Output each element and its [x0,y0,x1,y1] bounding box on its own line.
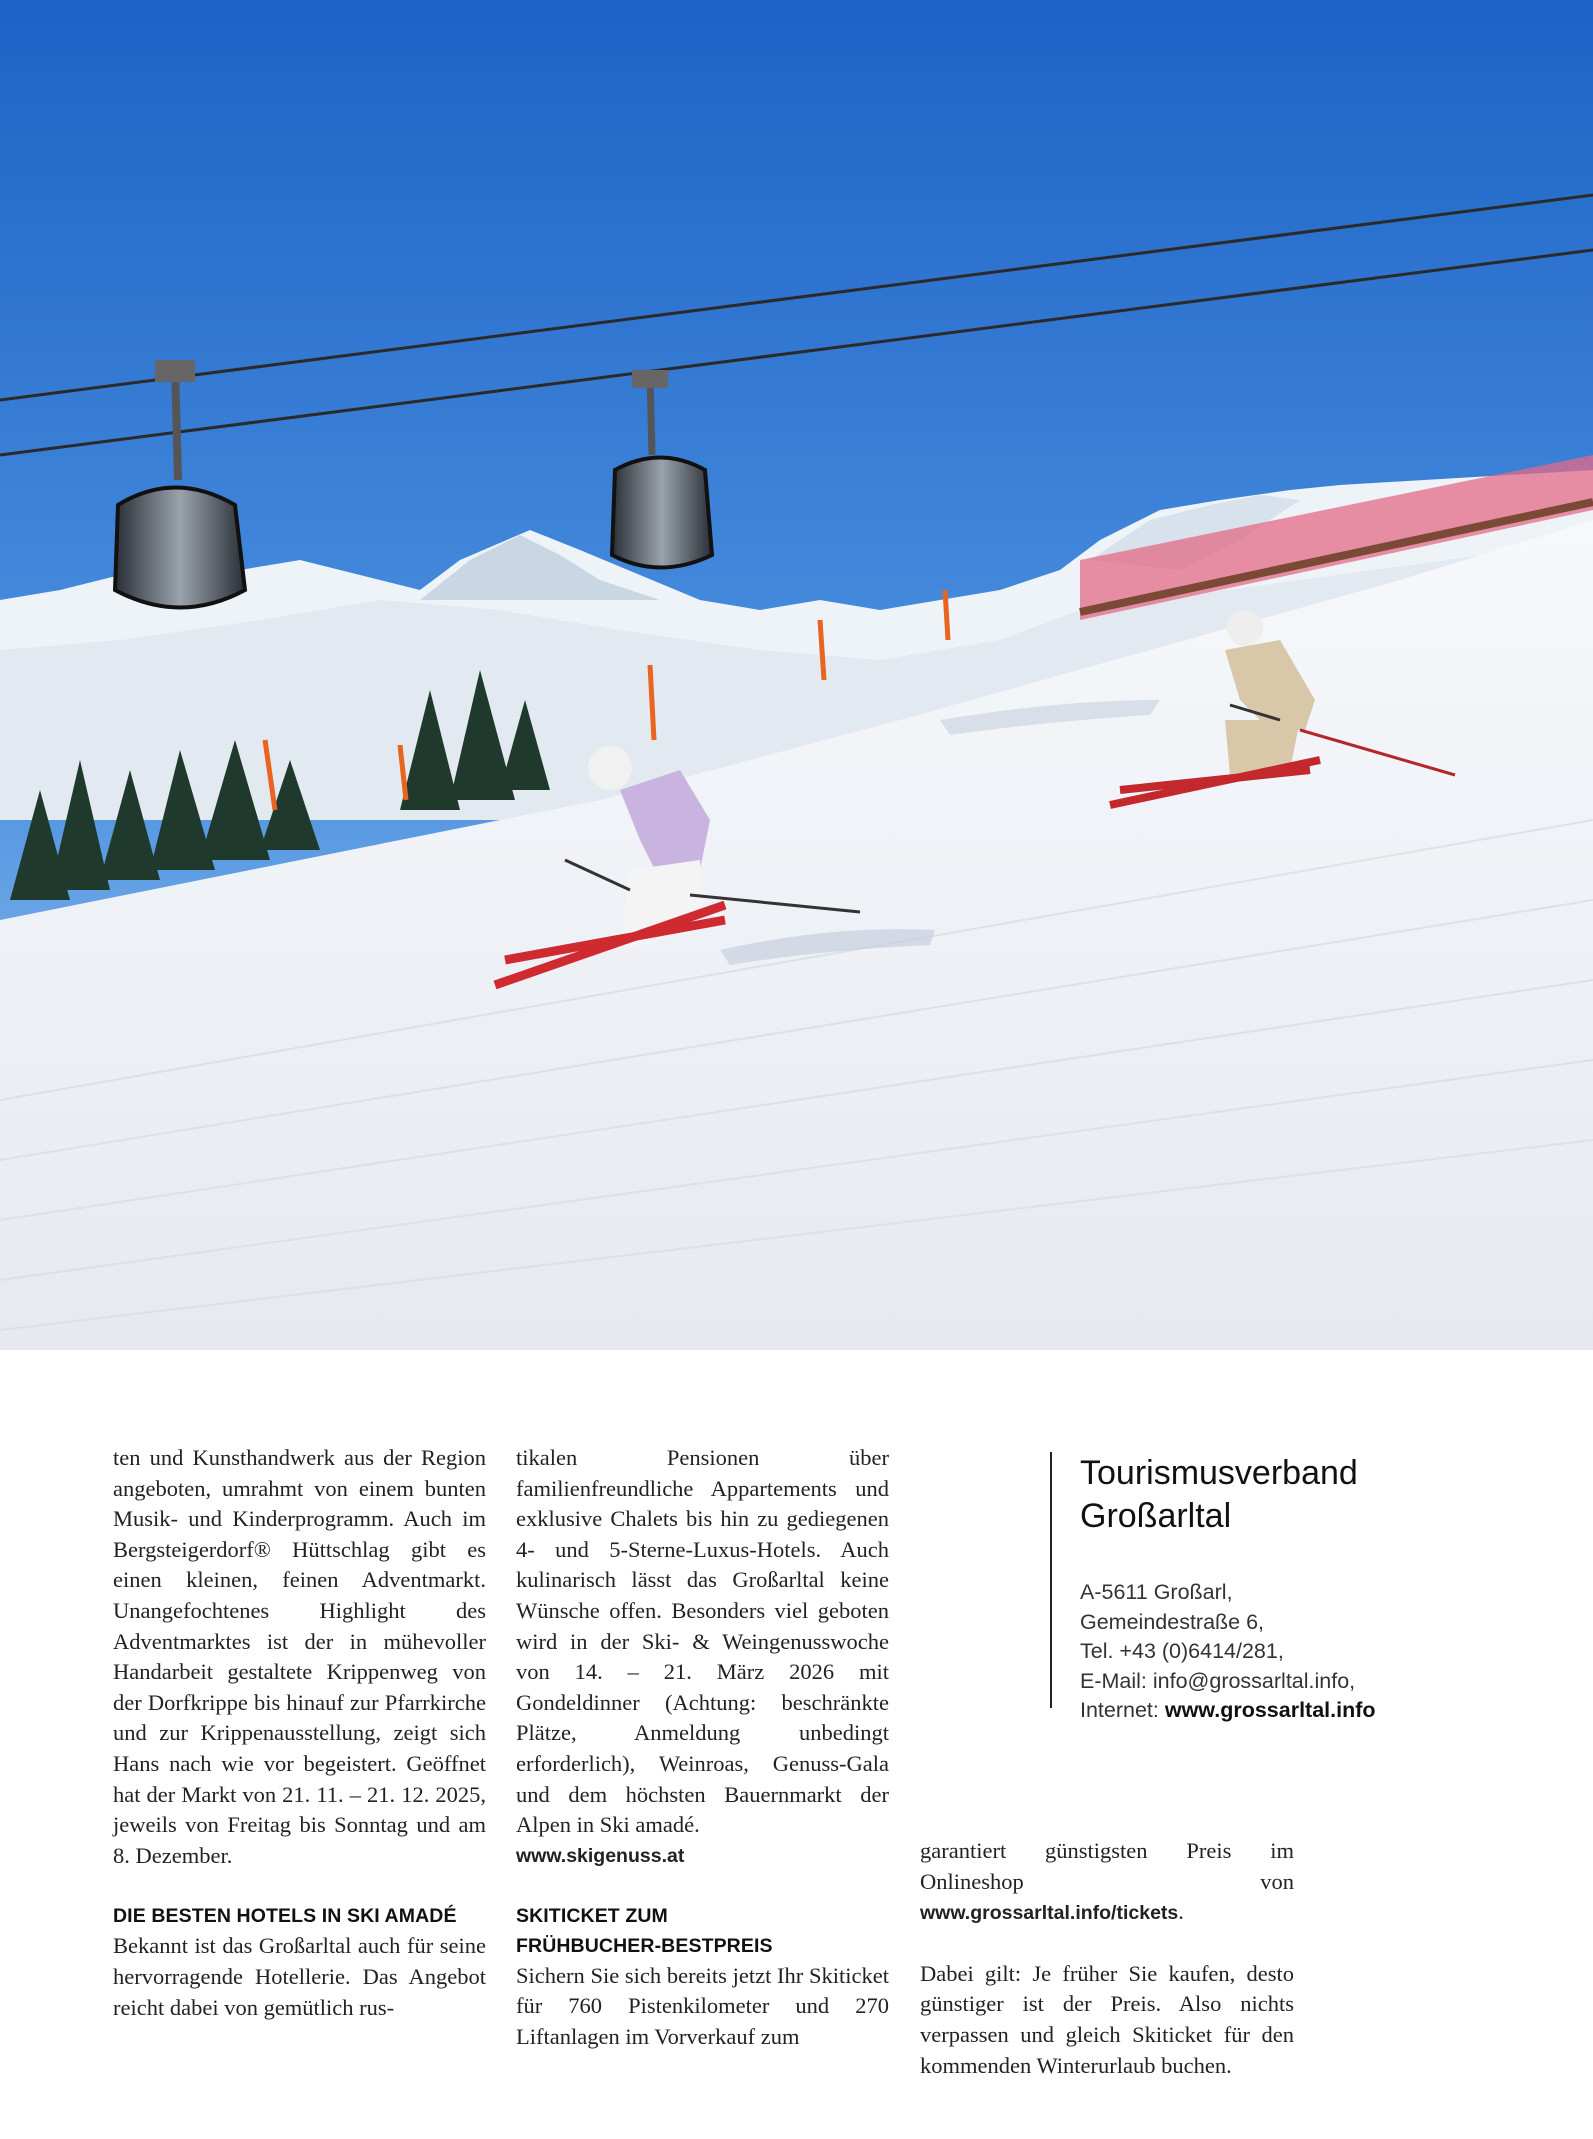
text-column-1 [113,1443,486,2023]
tickets-link[interactable]: www.grossarltal.info/tickets [920,1902,1179,1925]
body-paragraph [920,1836,1294,1929]
body-paragraph: tikalen Pensionen über familienfreundliche Appartements und exklusive Chalets bis hin zu gediegenen 4- und 5-Sterne-Luxus-Hotels. Auch kulinarisch lässt das Großarltal keine Wünsche offen. Besonders viel geboten wird in der Ski- & Weingenusswoche von 14. – 21. März 2026 mit Gondeldinner (Achtung: beschränkte Plätze, Anmeldung unbedingt erforderlich), Weinroas, Genuss-Gala und dem höchsten Bauernmarkt der Alpen in Ski amadé. [516,1445,889,1838]
body-paragraph: Dabei gilt: Je früher Sie kaufen, desto günstiger ist der Preis. Also nichts verpassen und gleich Skiticket für den kommenden Winterurlaub buchen. [920,1960,1294,2078]
body-text: garantiert günstigsten Preis im Onlineshop von [920,1838,1294,1894]
text-column-3 [920,1836,1294,2081]
internet-label: Internet: [1080,1698,1165,1722]
infobox-title [1080,1452,1472,1538]
address-line: Gemeindestraße 6, [1080,1609,1265,1634]
body-paragraph: ten und Kunsthandwerk aus der Region angeboten, umrahmt von einem bunten Musik- und Kinderprogramm. Auch im Bergsteigerdorf® Hüttschlag gibt es einen kleinen, feinen Adventmarkt. Unangefochtenes Highlight des Adventmarktes ist der in mühevoller Handarbeit gestaltete Krippenweg von der Dorfkrippe bis hinauf zur Pfarrkirche und zur Krippenausstellung, zeigt sich Hans nach wie vor begeistert. Geöffnet hat der Markt von 21. 11. – 21. 12. 2025, jeweils von Freitag bis Sonntag und am 8. Dezember. [113,1445,486,1868]
contact-infobox [1050,1452,1472,1722]
infobox-contact-lines [1080,1578,1472,1726]
infobox-title-line: Tourismusverband [1080,1454,1358,1492]
email-line[interactable]: E-Mail: info@grossarltal.info, [1080,1668,1356,1693]
internet-link[interactable]: www.grossarltal.info [1164,1698,1376,1722]
body-paragraph: Bekannt ist das Großarltal auch für seine hervorragende Hotellerie. Das Angebot reicht dabei von gemütlich rus- [113,1933,486,2020]
section-heading-hotels: DIE BESTEN HOTELS IN SKI AMADÉ [113,1905,457,1928]
section-heading-skiticket-1: SKITICKET ZUM [516,1904,668,1927]
skigenuss-link[interactable]: www.skigenuss.at [516,1844,685,1867]
address-line: A-5611 Großarl, [1080,1580,1233,1604]
phone-line: Tel. +43 (0)6414/281, [1080,1639,1284,1663]
body-paragraph: Sichern Sie sich bereits jetzt Ihr Skiticket für 760 Pistenkilometer und 270 Liftanlagen im Vorverkauf zum [516,1962,889,2049]
section-heading-skiticket-2: FRÜHBUCHER-BESTPREIS [516,1934,773,1957]
body-text: . [1178,1899,1184,1925]
text-column-2 [516,1443,889,2053]
internet-line [1080,1696,1472,1726]
infobox-title-line: Großarltal [1080,1497,1232,1535]
